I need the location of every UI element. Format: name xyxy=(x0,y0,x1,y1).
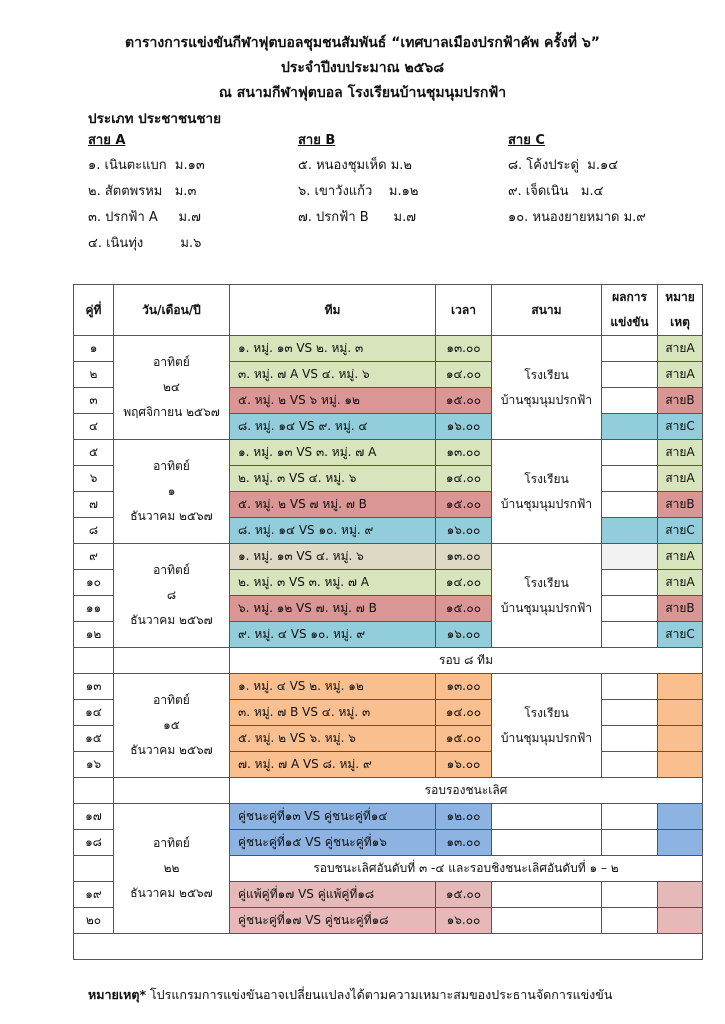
table-cell: ๗ xyxy=(74,492,114,518)
date-cell: อาทิตย์ ๒๒ ธันวาคม ๒๕๖๗ xyxy=(114,804,230,934)
table-cell: สายA xyxy=(658,440,703,466)
table-row xyxy=(74,336,703,362)
table-cell: คู่ชนะคู่ที่๑๓ VS คู่ชนะคู่ที่๑๔ xyxy=(230,804,436,830)
footnote-label: หมายเหตุ* xyxy=(88,987,146,1002)
table-cell: คู่แพ้คู่ที่๑๗ VS คู่แพ้คู่ที่๑๘ xyxy=(230,882,436,908)
table-cell: ๑๖.๐๐ xyxy=(436,414,492,440)
header-note: หมาย เหตุ xyxy=(658,285,703,336)
round-row xyxy=(74,648,703,674)
table-cell xyxy=(602,518,658,544)
table-cell: ๑๕.๐๐ xyxy=(436,388,492,414)
table-cell xyxy=(602,596,658,622)
table-row xyxy=(74,440,703,466)
table-cell xyxy=(492,882,602,908)
empty-row xyxy=(74,934,703,960)
table-cell: ๘. หมู่. ๑๔ VS ๙. หมู่. ๔ xyxy=(230,414,436,440)
table-cell xyxy=(602,466,658,492)
table-cell xyxy=(114,648,230,674)
table-cell: สายC xyxy=(658,518,703,544)
final-label: รอบชนะเลิศอันดับที่ ๓ -๔ และรอบชิงชนะเลิศอันดับที่ ๑ – ๒ xyxy=(230,856,703,882)
table-cell xyxy=(658,700,703,726)
date-cell: อาทิตย์ ๑ ธันวาคม ๒๕๖๗ xyxy=(114,440,230,544)
table-cell: ๑๓.๐๐ xyxy=(436,440,492,466)
table-cell: ๗. หมู่. ๗ A VS ๘. หมู่. ๙ xyxy=(230,752,436,778)
table-row xyxy=(74,804,703,830)
table-cell: สายA xyxy=(658,466,703,492)
table-cell: ๔ xyxy=(74,414,114,440)
header-pair: คู่ที่ xyxy=(74,285,114,336)
table-cell: ๒ xyxy=(74,362,114,388)
table-cell: ๑๔ xyxy=(74,700,114,726)
table-cell xyxy=(658,674,703,700)
table-cell xyxy=(602,570,658,596)
table-cell: ๑๒ xyxy=(74,622,114,648)
table-cell: ๑๗ xyxy=(74,804,114,830)
table-header-row xyxy=(74,285,703,336)
group-c xyxy=(508,128,718,231)
table-cell xyxy=(492,830,602,856)
table-cell xyxy=(602,908,658,934)
group-item: ๙. เจ็ดเนิน ม.๔ xyxy=(508,184,604,199)
date-cell: อาทิตย์ ๑๕ ธันวาคม ๒๕๖๗ xyxy=(114,674,230,778)
table-cell xyxy=(658,804,703,830)
table-cell xyxy=(602,726,658,752)
table-cell xyxy=(492,804,602,830)
table-cell: ๒. หมู่. ๓ VS ๔. หมู่. ๖ xyxy=(230,466,436,492)
table-cell xyxy=(74,856,114,882)
table-cell: ๕. หมู่. ๒ VS ๗ หมู่. ๗ B xyxy=(230,492,436,518)
header-result: ผลการ แข่งขัน xyxy=(602,285,658,336)
footnote xyxy=(88,985,612,1005)
table-cell: ๑๔.๐๐ xyxy=(436,700,492,726)
table-cell: ๑๔.๐๐ xyxy=(436,570,492,596)
group-item: ๑๐. หนองยายหมาด ม.๙ xyxy=(508,210,646,225)
table-cell xyxy=(658,830,703,856)
table-cell: ๑๕.๐๐ xyxy=(436,492,492,518)
table-cell xyxy=(602,752,658,778)
table-cell: ๖ xyxy=(74,466,114,492)
group-item: ๖. เขาวังแก้ว ม.๑๒ xyxy=(298,184,419,199)
title-line-2: ประจำปีงบประมาณ ๒๕๖๘ xyxy=(281,60,444,76)
table-cell: ๓. หมู่. ๗ B VS ๔. หมู่. ๓ xyxy=(230,700,436,726)
table-cell xyxy=(602,882,658,908)
table-cell: ๑๓.๐๐ xyxy=(436,674,492,700)
table-cell: สายB xyxy=(658,388,703,414)
round-row xyxy=(74,778,703,804)
group-b xyxy=(298,128,508,231)
table-cell xyxy=(602,804,658,830)
venue-cell: โรงเรียน บ้านชุมนุมปรกฟ้า xyxy=(492,336,602,440)
group-item: ๑. เนินตะแบก ม.๑๓ xyxy=(88,158,205,173)
group-title: สาย B xyxy=(298,133,336,148)
table-cell: ๙. หมู่. ๔ VS ๑๐. หมู่. ๙ xyxy=(230,622,436,648)
table-cell: ๙ xyxy=(74,544,114,570)
table-cell: ๖. หมู่. ๑๒ VS ๗. หมู่. ๗ B xyxy=(230,596,436,622)
table-cell xyxy=(602,414,658,440)
table-cell xyxy=(658,752,703,778)
table-cell: คู่ชนะคู่ที่๑๗ VS คู่ชนะคู่ที่๑๘ xyxy=(230,908,436,934)
header-venue: สนาม xyxy=(492,285,602,336)
footnote-text: โปรแกรมการแข่งขันอาจเปลี่ยนแปลงได้ตามความเหมาะสมของประธานจัดการแข่งขัน xyxy=(146,987,613,1002)
table-cell xyxy=(658,726,703,752)
table-cell: สายA xyxy=(658,544,703,570)
group-a xyxy=(88,128,298,257)
table-cell: ๒. หมู่. ๓ VS ๓. หมู่. ๗ A xyxy=(230,570,436,596)
table-cell: ๑๐ xyxy=(74,570,114,596)
table-cell xyxy=(602,674,658,700)
table-cell xyxy=(602,336,658,362)
table-cell: ๘. หมู่. ๑๔ VS ๑๐. หมู่. ๙ xyxy=(230,518,436,544)
venue-cell: โรงเรียน บ้านชุมนุมปรกฟ้า xyxy=(492,544,602,648)
table-cell: สายB xyxy=(658,596,703,622)
header-date: วัน/เดือน/ปี xyxy=(114,285,230,336)
table-cell: ๒๐ xyxy=(74,908,114,934)
table-cell: ๑๑ xyxy=(74,596,114,622)
table-cell xyxy=(74,934,703,960)
table-cell: ๑. หมู่. ๑๓ VS ๔. หมู่. ๖ xyxy=(230,544,436,570)
table-cell: ๑. หมู่. ๑๓ VS ๓. หมู่. ๗ A xyxy=(230,440,436,466)
table-cell xyxy=(602,830,658,856)
table-cell: ๑๕.๐๐ xyxy=(436,726,492,752)
table-cell: ๑๕.๐๐ xyxy=(436,596,492,622)
table-cell: สายA xyxy=(658,336,703,362)
table-cell: ๑๖.๐๐ xyxy=(436,752,492,778)
table-cell xyxy=(492,908,602,934)
table-cell: ๑๕ xyxy=(74,726,114,752)
table-cell: ๑๖.๐๐ xyxy=(436,622,492,648)
header-team: ทีม xyxy=(230,285,436,336)
table-cell: ๑๔.๐๐ xyxy=(436,362,492,388)
table-cell: ๑๒.๐๐ xyxy=(436,804,492,830)
table-cell xyxy=(602,362,658,388)
table-cell: ๑. หมู่. ๔ VS ๒. หมู่. ๑๒ xyxy=(230,674,436,700)
table-row xyxy=(74,544,703,570)
table-cell xyxy=(602,492,658,518)
group-item: ๘. โค้งประดู่ ม.๑๔ xyxy=(508,158,619,173)
table-cell: ๑๖.๐๐ xyxy=(436,518,492,544)
table-cell: ๑๓.๐๐ xyxy=(436,830,492,856)
table-cell: ๘ xyxy=(74,518,114,544)
group-title: สาย C xyxy=(508,133,545,148)
group-item: ๗. ปรกฟ้า B ม.๗ xyxy=(298,210,416,225)
schedule-table xyxy=(73,284,703,960)
table-cell: ๑๖.๐๐ xyxy=(436,908,492,934)
table-cell xyxy=(602,544,658,570)
table-cell: ๓ xyxy=(74,388,114,414)
table-cell: คู่ชนะคู่ที่๑๕ VS คู่ชนะคู่ที่๑๖ xyxy=(230,830,436,856)
table-cell xyxy=(74,648,114,674)
table-cell: ๕. หมู่. ๒ VS ๖. หมู่. ๖ xyxy=(230,726,436,752)
group-item: ๒. สัตตพรหม ม.๓ xyxy=(88,184,197,199)
round-8-label: รอบ ๘ ทีม xyxy=(230,648,703,674)
table-cell xyxy=(658,908,703,934)
category-label: ประเภท ประชาชนชาย xyxy=(88,111,222,127)
date-cell: อาทิตย์ ๒๔ พฤศจิกายน ๒๕๖๗ xyxy=(114,336,230,440)
table-cell: สายC xyxy=(658,622,703,648)
table-cell: สายC xyxy=(658,414,703,440)
table-cell xyxy=(114,778,230,804)
table-cell xyxy=(602,622,658,648)
group-item: ๕. หนองชุมเห็ด ม.๒ xyxy=(298,158,412,173)
table-cell: ๑๔.๐๐ xyxy=(436,466,492,492)
table-cell: ๑ xyxy=(74,336,114,362)
table-row xyxy=(74,674,703,700)
table-cell xyxy=(602,388,658,414)
venue-cell: โรงเรียน บ้านชุมนุมปรกฟ้า xyxy=(492,440,602,544)
table-cell: ๑๓.๐๐ xyxy=(436,544,492,570)
table-cell: สายB xyxy=(658,492,703,518)
header-time: เวลา xyxy=(436,285,492,336)
table-cell: สายA xyxy=(658,362,703,388)
table-cell: ๑๘ xyxy=(74,830,114,856)
table-cell xyxy=(602,700,658,726)
table-cell xyxy=(658,882,703,908)
table-cell: ๕ xyxy=(74,440,114,466)
table-cell: ๕. หมู่. ๒ VS ๖ หมู่. ๑๒ xyxy=(230,388,436,414)
table-cell: สายA xyxy=(658,570,703,596)
group-item: ๔. เนินทุ่ง ม.๖ xyxy=(88,236,202,251)
table-cell: ๓. หมู่. ๗ A VS ๔. หมู่. ๖ xyxy=(230,362,436,388)
table-cell: ๑๕.๐๐ xyxy=(436,882,492,908)
venue-cell: โรงเรียน บ้านชุมนุมปรกฟ้า xyxy=(492,674,602,778)
table-cell: ๑. หมู่. ๑๓ VS ๒. หมู่. ๓ xyxy=(230,336,436,362)
group-item: ๓. ปรกฟ้า A ม.๗ xyxy=(88,210,201,225)
table-cell: ๑๓ xyxy=(74,674,114,700)
table-cell xyxy=(74,778,114,804)
semifinal-label: รอบรองชนะเลิศ xyxy=(230,778,703,804)
table-cell: ๑๙ xyxy=(74,882,114,908)
table-cell: ๑๓.๐๐ xyxy=(436,336,492,362)
table-cell: ๑๖ xyxy=(74,752,114,778)
table-cell xyxy=(602,440,658,466)
group-title: สาย A xyxy=(88,133,126,148)
title-line-1: ตารางการแข่งขันกีฬาฟุตบอลชุมชนสัมพันธ์ “เทศบาลเมืองปรกฟ้าคัพ ครั้งที่ ๖” xyxy=(125,35,600,51)
date-cell: อาทิตย์ ๘ ธันวาคม ๒๕๖๗ xyxy=(114,544,230,648)
title-line-3: ณ สนามกีฬาฟุตบอล โรงเรียนบ้านชุมนุมปรกฟ้า xyxy=(218,85,507,101)
